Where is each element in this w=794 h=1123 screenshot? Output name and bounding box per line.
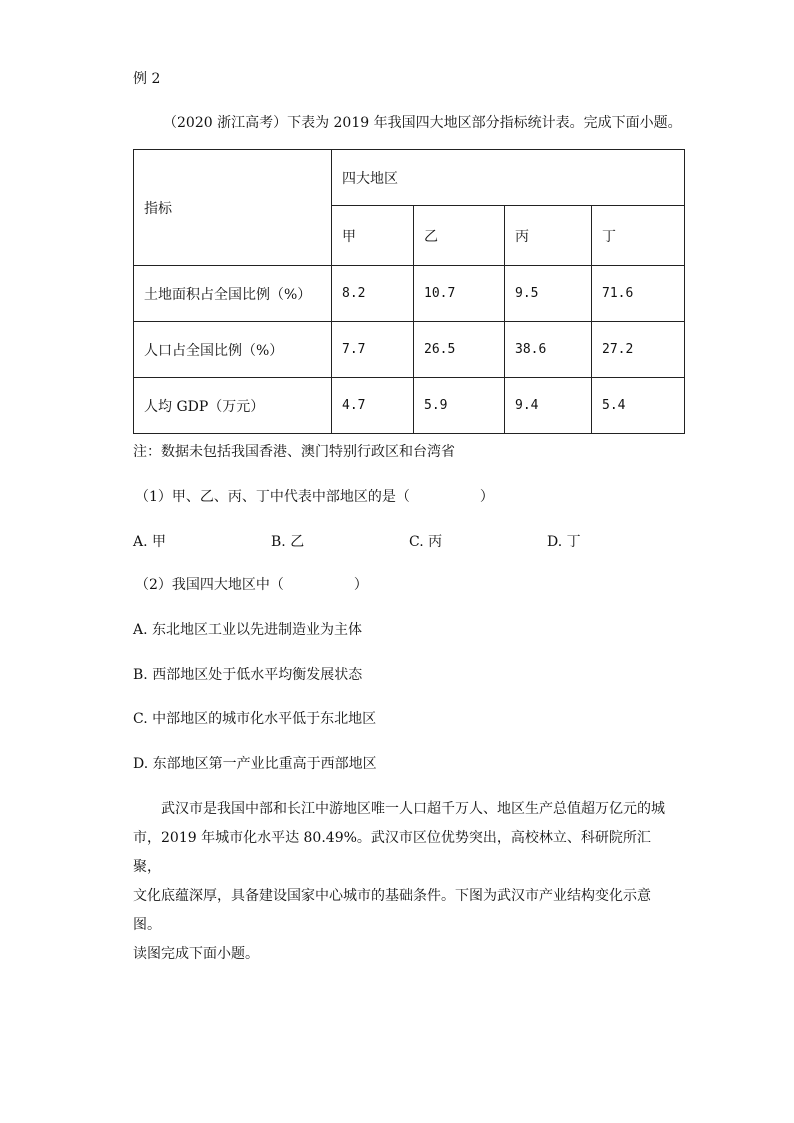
cell-value: 4.7 — [332, 378, 414, 434]
row-label: 人均 GDP（万元） — [134, 378, 332, 434]
column-header-ding: 丁 — [592, 206, 685, 266]
row-label: 土地面积占全国比例（%） — [134, 266, 332, 322]
question-2-option-b: B. 西部地区处于低水平均衡发展状态 — [133, 667, 363, 683]
cell-value: 26.5 — [414, 322, 505, 378]
cell-value: 5.9 — [414, 378, 505, 434]
cell-value: 38.6 — [505, 322, 592, 378]
cell-value: 5.4 — [592, 378, 685, 434]
question-2-option-d: D. 东部地区第一产业比重高于西部地区 — [133, 756, 377, 772]
cell-value: 10.7 — [414, 266, 505, 322]
table-note: 注：数据未包括我国香港、澳门特别行政区和台湾省 — [133, 444, 455, 460]
question-2-option-a: A. 东北地区工业以先进制造业为主体 — [133, 622, 363, 638]
table-row-header: 指标 — [134, 150, 332, 266]
column-header-bing: 丙 — [505, 206, 592, 266]
column-header-jia: 甲 — [332, 206, 414, 266]
cell-value: 7.7 — [332, 322, 414, 378]
question-1-option-c: C. 丙 — [409, 534, 443, 550]
table-row — [134, 322, 685, 378]
column-header-yi: 乙 — [414, 206, 505, 266]
cell-value: 8.2 — [332, 266, 414, 322]
table-row — [134, 378, 685, 434]
cell-value: 27.2 — [592, 322, 685, 378]
cell-value: 9.5 — [505, 266, 592, 322]
row-label: 人口占全国比例（%） — [134, 322, 332, 378]
question-2-stem: （2）我国四大地区中（ ） — [135, 577, 368, 593]
table-row — [134, 266, 685, 322]
passage-line: 武汉市是我国中部和长江中游地区唯一人口超千万人、地区生产总值超万亿元的城 — [161, 801, 665, 817]
question-intro: （2020 浙江高考）下表为 2019 年我国四大地区部分指标统计表。完成下面小题。 — [163, 115, 682, 131]
passage-line: 市，2019 年城市化水平达 80.49%。武汉市区位优势突出，高校林立、科研院所汇聚， — [133, 830, 651, 875]
question-1-option-d: D. 丁 — [547, 534, 581, 550]
cell-value: 9.4 — [505, 378, 592, 434]
cell-value: 71.6 — [592, 266, 685, 322]
question-1-option-b: B. 乙 — [271, 534, 305, 550]
question-2-option-c: C. 中部地区的城市化水平低于东北地区 — [133, 711, 377, 727]
passage-line: 读图完成下面小题。 — [133, 946, 259, 962]
example-label: 例 2 — [133, 71, 161, 87]
passage — [133, 795, 673, 969]
passage-line: 文化底蕴深厚，具备建设国家中心城市的基础条件。下图为武汉市产业结构变化示意图。 — [133, 888, 651, 933]
table-group-header: 四大地区 — [332, 150, 685, 206]
statistics-table — [133, 149, 685, 434]
question-1-option-a: A. 甲 — [133, 534, 167, 550]
question-1-stem: （1）甲、乙、丙、丁中代表中部地区的是（ ） — [135, 489, 494, 505]
